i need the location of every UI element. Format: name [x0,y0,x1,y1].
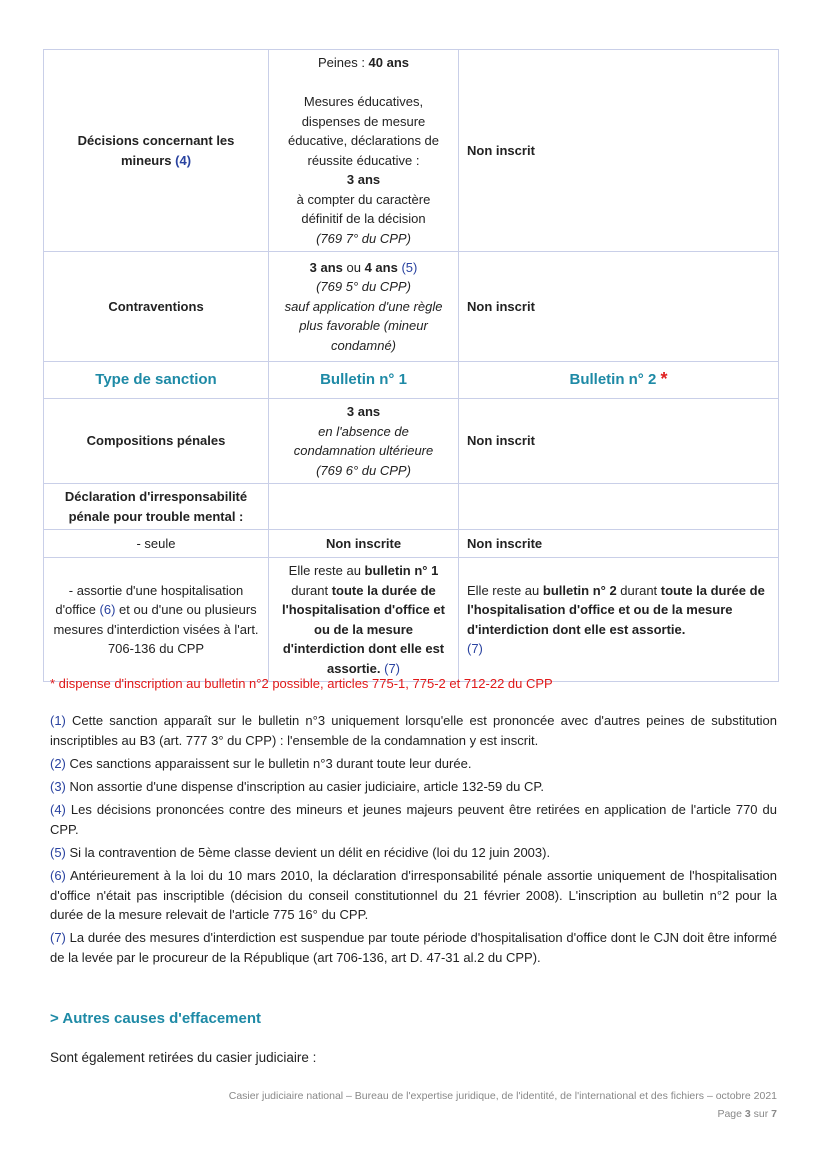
text-segment: Non assortie d'une dispense d'inscription au casier judiciaire, article 132-59 du CP. [65,779,544,794]
row-label [44,558,269,682]
header-bulletin2 [459,362,779,399]
text-segment: toute la durée de l'hospitalisation d'office et ou de la mesure d'interdiction dont elle est assortie. [282,582,445,676]
bulletin1-cell: Non inscrite [269,530,459,558]
footnote-4 [50,800,777,839]
text-segment: 3 ans [309,259,343,275]
text-segment: en l'absence de condamnation ultérieure [293,423,434,458]
page-total: 7 [771,1108,777,1120]
text-segment: La durée des mesures d'interdiction est suspendue par toute période d'hospitalisation d'office dont le CJN doit être informé de la levée par le procureur de la République (art 706-136, art D. 47-31 al.2 du CPP). [50,930,777,965]
bulletin2-cell [459,484,779,530]
text-segment: bulletin n° 2 [542,582,617,598]
bulletin1-cell [269,50,459,252]
row-label: Contraventions [44,252,269,362]
text-segment: (769 6° du CPP) [316,462,411,478]
row-label: - seule [44,530,269,558]
bulletin1-cell [269,252,459,362]
header-bulletin2-label: Bulletin n° 2 [569,371,657,389]
text-segment: bulletin n° 1 [364,563,439,578]
asterisk-note: * dispense d'inscription au bulletin n°2 possible, articles 775-1, 775-2 et 712-22 du CPP [50,676,553,691]
text-segment: Elle reste au [467,582,543,598]
text-segment: ou [342,259,365,275]
section-text: Sont également retirées du casier judiciaire : [50,1050,317,1065]
text-segment: Les décisions prononcées contre des mineurs et jeunes majeurs peuvent être retirées en application de l'article 770 du CPP. [50,802,777,837]
table-header-row [44,362,779,399]
header-type-sanction: Type de sanction [44,362,269,399]
page-current: 3 [744,1108,751,1120]
text-segment: 3 ans [346,172,381,187]
footnote-3 [50,777,777,797]
text-segment: Elle reste au [288,563,365,578]
bulletin2-cell: Non inscrit [459,252,779,362]
page-number [717,1108,777,1120]
footnote-ref: (2) [50,756,66,771]
page-prefix: Page [717,1108,745,1120]
footnote-ref: (7) [50,930,66,945]
footnote-ref: (4) [50,802,66,817]
text-segment: durant [291,582,332,598]
text-segment: Si la contravention de 5ème classe devient un délit en récidive (loi du 12 juin 2003). [65,845,551,860]
bulletin2-cell: Non inscrit [459,399,779,484]
bulletin2-cell [459,558,779,682]
footnote-ref: (6) [50,868,66,883]
text-segment: 3 ans [346,404,381,419]
footer-line: Casier judiciaire national – Bureau de l'expertise juridique, de l'identité, de l'international et des fichiers – octobre 2021 [228,1090,777,1102]
footnote-ref: (7) [384,660,400,676]
text-segment: durant [616,582,661,598]
footnote-ref: (6) [99,602,116,617]
text-segment: 40 ans [368,55,410,70]
bulletin1-cell [269,558,459,682]
table-row [44,530,779,558]
text-segment: 4 ans [364,259,398,275]
row-label: Déclaration d'irresponsabilité pénale pour trouble mental : [44,484,269,530]
section-title: > Autres causes d'effacement [50,1010,262,1027]
page-sep: sur [750,1108,772,1120]
footnote-5 [50,843,777,863]
footnote-ref: (7) [467,641,483,656]
text-segment: à compter du caractère définitif de la décision [296,191,431,226]
table-row [44,484,779,530]
footnote-ref: (5) [50,845,66,860]
text-segment: et ou d'une ou plusieurs mesures d'interdiction visées à l'art. 706-136 du CPP [53,602,259,656]
footnote-ref: (3) [50,779,66,794]
text-segment: Mesures éducatives, dispenses de mesure éducative, déclarations de réussite éducative : [287,94,440,168]
table-row [44,558,779,682]
footnote-2 [50,754,777,774]
retention-table [43,49,779,682]
text-segment: Cette sanction apparaît sur le bulletin n°3 uniquement lorsqu'elle est prononcée avec d'autres peines de substitution inscriptibles au B3 (art. 777 3° du CPP) : l'ensemble de la condamnation y est inscrit. [50,713,777,748]
table-row [44,252,779,362]
asterisk-mark: * [660,369,668,390]
row-label [44,50,269,252]
row-label: Compositions pénales [44,399,269,484]
text-segment: Ces sanctions apparaissent sur le bulletin n°3 durant toute leur durée. [65,756,472,771]
text-segment: (769 5° du CPP) [316,279,411,295]
text-segment: Décisions concernant les mineurs [77,133,235,168]
footnote-ref: (1) [50,713,66,728]
footnote-7 [50,928,777,967]
bulletin2-cell: Non inscrite [459,530,779,558]
text-segment: - assortie d'une hospitalisation d'office [55,582,244,617]
text-segment: sauf application d'une règle plus favorable (mineur condamné) [284,298,443,353]
bulletin2-cell: Non inscrit [459,50,779,252]
table-row [44,399,779,484]
table-row [44,50,779,252]
footnote-1 [50,711,777,750]
bulletin1-cell [269,484,459,530]
footnote-6 [50,866,777,925]
text-segment: toute la durée de l'hospitalisation d'office et ou de la mesure d'interdiction dont elle est assortie. [467,582,765,637]
footnote-ref: (4) [175,152,192,168]
footnote-ref: (5) [401,259,418,275]
text-segment: Peines : [317,55,369,70]
text-segment: Antérieurement à la loi du 10 mars 2010, la déclaration d'irresponsabilité pénale assortie uniquement de l'hospitalisation d'office n'était pas inscriptible (décision du conseil constitutionnel du 21 février 2008). L'inscription au bulletin n°2 pour la durée de la mesure relevait de l'article 775 16° du CPP. [50,868,777,922]
text-segment: (769 7° du CPP) [316,230,411,246]
header-bulletin1: Bulletin n° 1 [269,362,459,399]
bulletin1-cell [269,399,459,484]
